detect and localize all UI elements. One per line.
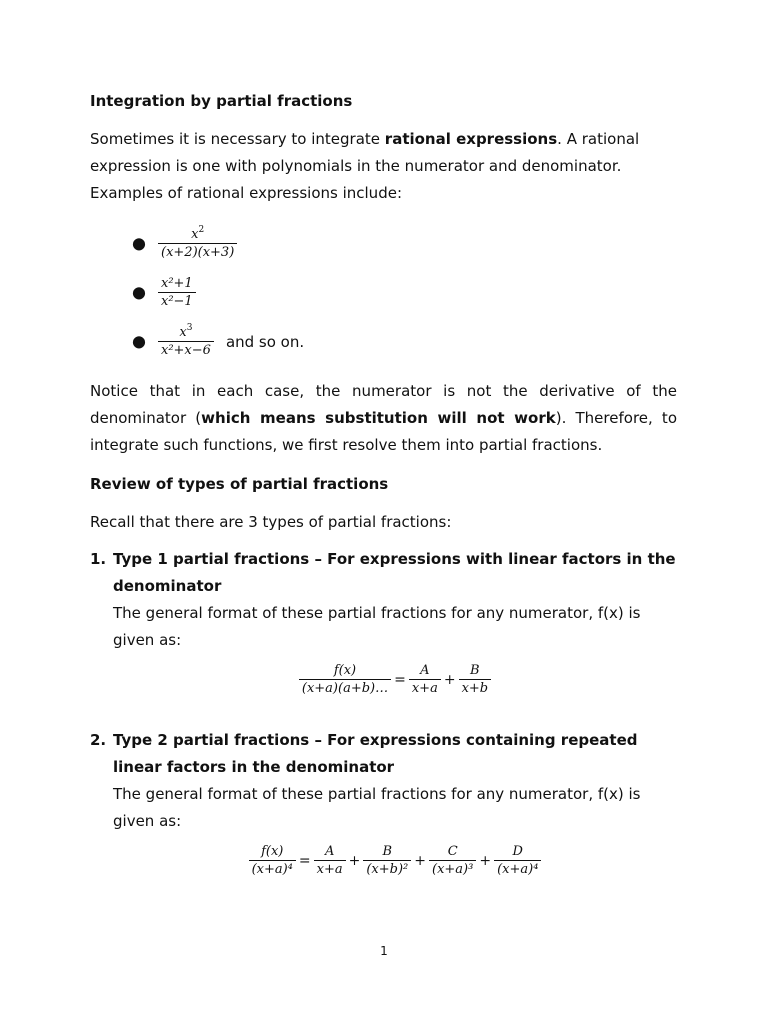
numerator-exponent: 2 [198, 225, 205, 235]
type-2-formula [113, 843, 677, 878]
notice-bold-phrase: which means substitution will not work [201, 409, 556, 427]
intro-text-start: Sometimes it is necessary to integrate [90, 130, 385, 148]
lhs-denominator: (x+a)⁴ [249, 860, 296, 878]
notice-text-end: ). Therefore, to integrate such functions, we first resolve them into partial fractions. [90, 409, 677, 454]
type-2-term-a [314, 843, 346, 878]
numerator-variable: x [179, 325, 187, 340]
notice-paragraph [90, 378, 677, 459]
lhs-numerator: f(x) [261, 844, 284, 859]
notice-text-start: Notice that in each case, the numerator is not the derivative of the denominator ( [90, 382, 677, 427]
intro-bold-term: rational expressions [384, 130, 558, 148]
document-page [90, 88, 677, 878]
term-numerator: B [382, 844, 393, 859]
page-heading: Integration by partial fractions [90, 92, 353, 110]
term-numerator: C [447, 844, 458, 859]
type-2-term-b [363, 843, 411, 878]
bullet-icon: ● [132, 331, 146, 351]
type-1-lhs-fraction [299, 662, 391, 697]
examples-trailing-text: and so on. [225, 332, 305, 351]
examples-list [90, 219, 677, 366]
lhs-denominator: (x+a)(a+b)… [299, 679, 391, 697]
type-1-term-a [409, 662, 441, 697]
type-2-title: Type 2 partial fractions – For expressions containing repeated linear factors in the denominator [113, 731, 638, 776]
bullet-icon: ● [132, 282, 146, 302]
example-denominator-3: x²+x−6 [158, 341, 214, 359]
term-denominator: (x+a)³ [429, 860, 476, 878]
page-number: 1 [380, 944, 388, 958]
lhs-numerator: f(x) [333, 663, 357, 678]
plus-sign: + [348, 852, 361, 869]
type-1-body: The general format of these partial fractions for any numerator, f(x) is given as: [113, 604, 641, 649]
term-denominator: x+b [459, 679, 492, 697]
term-denominator: x+a [409, 679, 441, 697]
type-2-lhs-fraction [249, 843, 296, 878]
plus-sign: + [479, 852, 492, 869]
type-2-index: 2. [90, 731, 107, 749]
equals-sign: = [394, 671, 406, 688]
equals-sign: = [298, 852, 311, 869]
term-denominator: (x+a)⁴ [494, 860, 541, 878]
intro-text-end: . A rational expression is one with polynomials in the numerator and denominator. Examples of rational expressions include: [90, 130, 640, 202]
example-fraction-2 [158, 275, 196, 310]
term-denominator: (x+b)² [363, 860, 411, 878]
review-heading: Review of types of partial fractions [90, 475, 389, 493]
type-2-body: The general format of these partial fractions for any numerator, f(x) is given as: [113, 785, 641, 830]
plus-sign: + [414, 852, 426, 869]
example-denominator-2: x²−1 [158, 292, 196, 310]
term-numerator: B [470, 663, 480, 678]
type-1-title: Type 1 partial fractions – For expressions with linear factors in the denominator [113, 550, 676, 595]
type-1-index: 1. [90, 550, 107, 568]
example-item-3 [90, 317, 677, 366]
example-denominator-1: (x+2)(x+3) [158, 243, 237, 261]
type-1-term-b [459, 662, 492, 697]
numerator-variable: x [191, 227, 199, 242]
bullet-icon: ● [132, 233, 146, 253]
example-item-1 [90, 219, 677, 268]
type-1-formula [113, 662, 677, 697]
example-fraction-3 [158, 324, 214, 359]
type-2-term-c [429, 843, 476, 878]
term-denominator: x+a [314, 860, 346, 878]
example-numerator-2: x²+1 [161, 276, 193, 291]
example-fraction-1 [158, 226, 237, 261]
term-numerator: D [512, 844, 523, 859]
example-item-2 [90, 268, 677, 317]
intro-paragraph [90, 126, 677, 207]
type-1-item [90, 546, 677, 697]
plus-sign: + [443, 671, 456, 688]
type-2-term-d [494, 843, 541, 878]
recall-paragraph: Recall that there are 3 types of partial fractions: [90, 513, 452, 531]
numerator-exponent: 3 [186, 323, 193, 333]
partial-fraction-types [90, 546, 677, 878]
term-numerator: A [324, 844, 335, 859]
term-numerator: A [420, 663, 430, 678]
type-2-item [90, 727, 677, 878]
